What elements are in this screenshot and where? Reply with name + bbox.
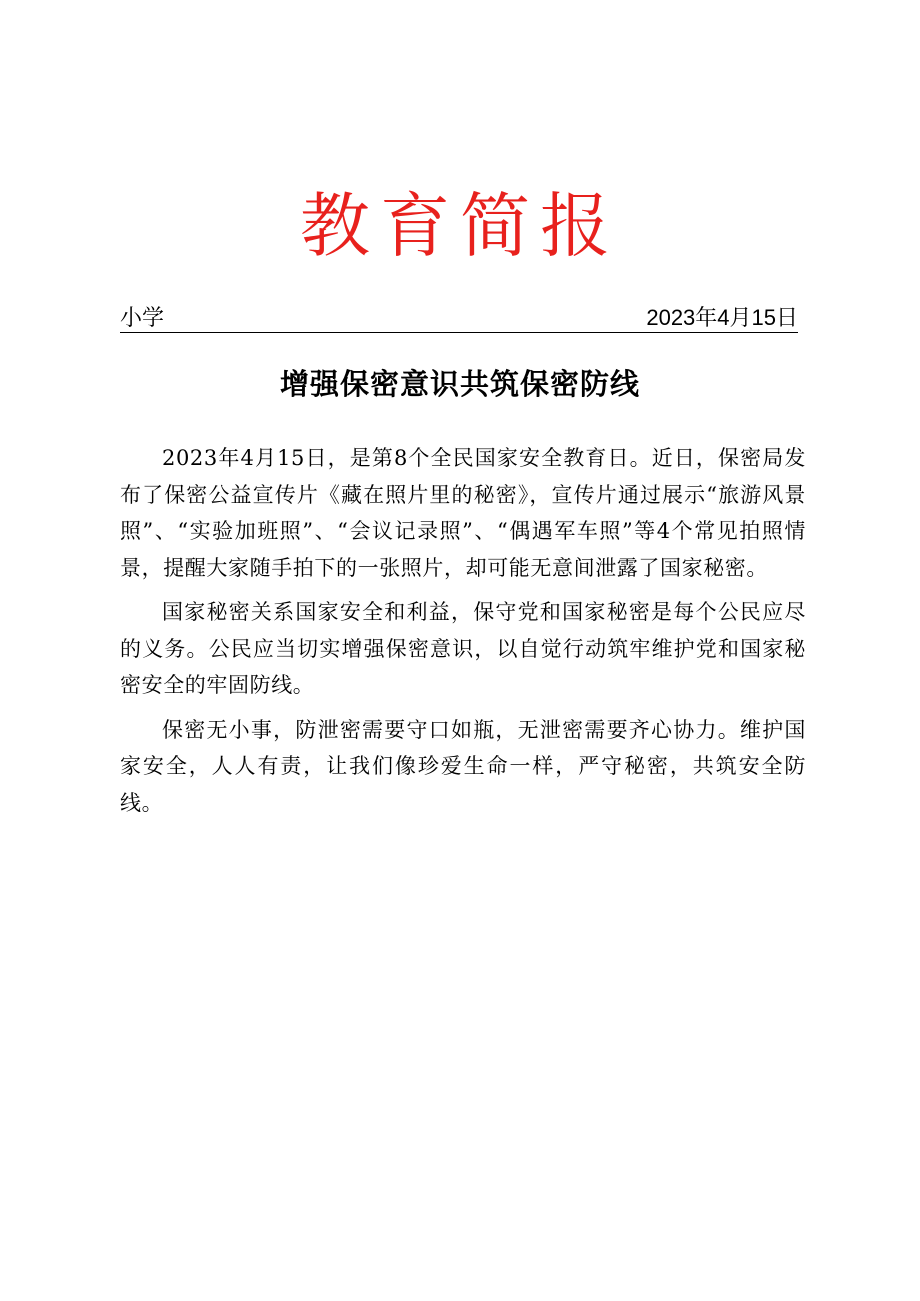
masthead-title: 教育简报 — [300, 185, 620, 267]
article-body — [120, 440, 806, 829]
issuer-unit: 小学 — [120, 305, 165, 330]
article-headline: 增强保密意识共筑保密防线 — [279, 367, 640, 401]
article-paragraph-3: 保密无小事，防泄密需要守口如瓶，无泄密需要齐心协力。维护国家安全，人人有责，让我们像珍爱生命一样，严守秘密，共筑安全防线。 — [120, 717, 806, 815]
article-paragraph-1: 2023年4月15日，是第8个全民国家安全教育日。近日，保密局发布了保密公益宣传片《藏在照片里的秘密》，宣传片通过展示“旅游风景照”、“实验加班照”、“会议记录照”、“偶遇军车照”等4个常见拍照情景，提醒大家随手拍下的一张照片，却可能无意间泄露了国家秘密。 — [120, 446, 806, 580]
issue-date: 2023年4月15日 — [646, 305, 798, 330]
meta-line — [120, 304, 798, 333]
article-paragraph-2: 国家秘密关系国家安全和利益，保守党和国家秘密是每个公民应尽的义务。公民应当切实增强保密意识，以自觉行动筑牢维护党和国家秘密安全的牢固防线。 — [120, 600, 806, 697]
